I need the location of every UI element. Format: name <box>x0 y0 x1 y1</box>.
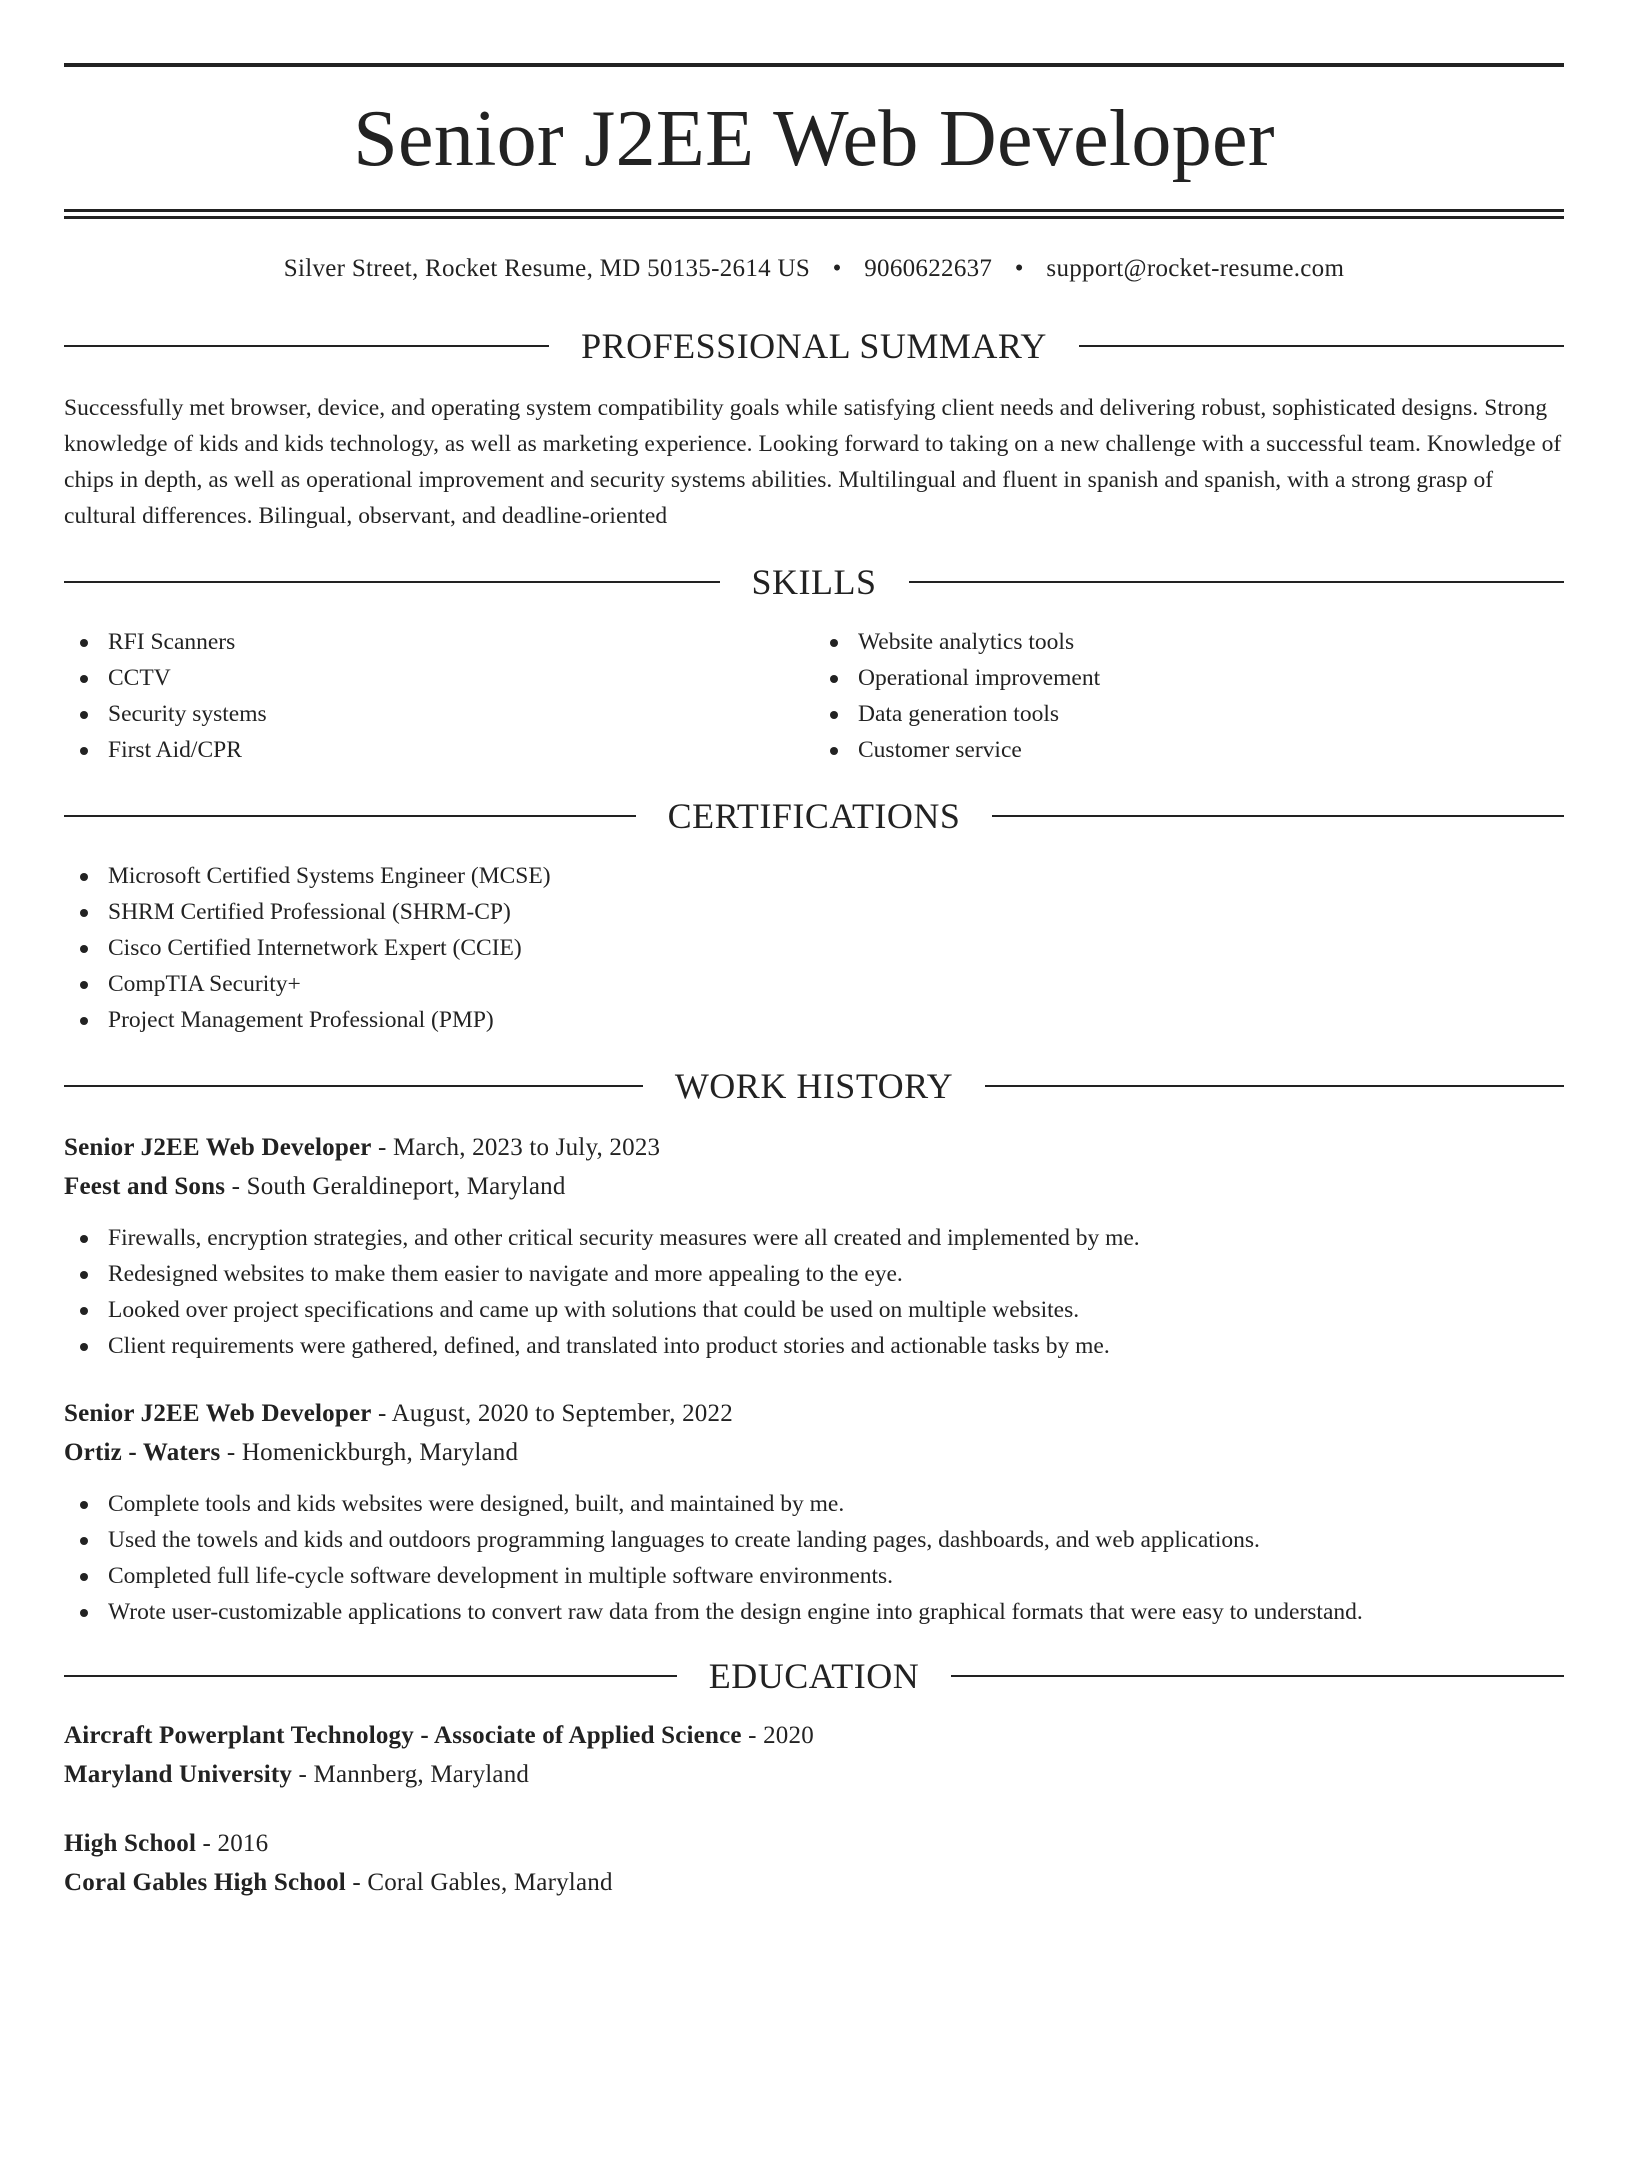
job-entry <box>64 1128 1564 1364</box>
job-bullet: Firewalls, encryption strategies, and other critical security measures were all created and implemented by me. <box>64 1220 1564 1256</box>
education-degree-line <box>64 1824 1564 1863</box>
heading-rule-left <box>64 815 636 817</box>
job-title: Senior J2EE Web Developer <box>64 1134 372 1161</box>
education-entry <box>64 1716 1564 1794</box>
job-title-line <box>64 1128 1564 1167</box>
skill-item: RFI Scanners <box>64 624 814 660</box>
skills-column-left <box>64 624 814 768</box>
heading-rule-left <box>64 1085 643 1087</box>
job-bullet: Client requirements were gathered, defined, and translated into product stories and actionable tasks by me. <box>64 1328 1564 1364</box>
heading-rule-left <box>64 1675 677 1677</box>
job-bullet: Wrote user-customizable applications to convert raw data from the design engine into graphical formats that were easy to understand. <box>64 1594 1564 1630</box>
education-school: Coral Gables High School <box>64 1869 346 1896</box>
summary-text: Successfully met browser, device, and operating system compatibility goals while satisfying client needs and delivering robust, sophisticated designs. Strong knowledge of kids and kids technology, as well as marketing experience. Looking forward to taking on a new challenge with a successful team. Knowledge of chips in depth, as well as operational improvement and security systems abilities. Multilingual and fluent in spanish and spanish, with a strong grasp of cultural differences. Bilingual, observant, and deadline-oriented <box>64 395 1562 529</box>
work-section-heading <box>64 1064 1564 1108</box>
job-bullets <box>64 1220 1564 1364</box>
skill-item: Operational improvement <box>814 660 1564 696</box>
certifications-section-heading <box>64 794 1564 838</box>
skill-item: Security systems <box>64 696 814 732</box>
contact-separator: • <box>832 255 842 282</box>
skill-item: Website analytics tools <box>814 624 1564 660</box>
job-company-line <box>64 1433 1564 1472</box>
work-heading: WORK HISTORY <box>674 1066 954 1106</box>
job-company: Ortiz - Waters <box>64 1439 221 1466</box>
job-bullet: Redesigned websites to make them easier to navigate and more appealing to the eye. <box>64 1256 1564 1292</box>
certification-item: Project Management Professional (PMP) <box>64 1002 1564 1038</box>
heading-rule-right <box>985 1085 1564 1087</box>
skills-list <box>64 624 1564 768</box>
skill-item: CCTV <box>64 660 814 696</box>
certifications-heading: CERTIFICATIONS <box>667 796 961 836</box>
certification-item: CompTIA Security+ <box>64 966 1564 1002</box>
education-section-heading <box>64 1654 1564 1698</box>
job-location: - South Geraldineport, Maryland <box>225 1173 566 1200</box>
skills-column-right <box>814 624 1564 768</box>
job-company: Feest and Sons <box>64 1173 226 1200</box>
job-bullet: Used the towels and kids and outdoors programming languages to create landing pages, dashboards, and web applications. <box>64 1522 1564 1558</box>
education-degree: Aircraft Powerplant Technology - Associate of Applied Science <box>64 1722 742 1749</box>
double-rule <box>64 209 1564 219</box>
certifications-list <box>64 858 1564 1038</box>
skills-section-heading <box>64 560 1564 604</box>
certification-item: Cisco Certified Internetwork Expert (CCIE) <box>64 930 1564 966</box>
education-year: - 2016 <box>196 1830 269 1857</box>
job-title: Senior J2EE Web Developer <box>64 1400 372 1427</box>
contact-line <box>64 252 1564 286</box>
heading-rule-left <box>64 581 720 583</box>
job-title-line <box>64 1394 1564 1433</box>
certification-item: Microsoft Certified Systems Engineer (MCSE) <box>64 858 1564 894</box>
skill-item: Customer service <box>814 732 1564 768</box>
contact-email: support@rocket-resume.com <box>1046 255 1345 282</box>
education-school-line <box>64 1755 1564 1794</box>
job-location: - Homenickburgh, Maryland <box>220 1439 519 1466</box>
education-location: - Mannberg, Maryland <box>292 1761 530 1788</box>
skill-item: Data generation tools <box>814 696 1564 732</box>
heading-rule-left <box>64 345 549 347</box>
education-year: - 2020 <box>741 1722 814 1749</box>
contact-phone: 9060622637 <box>864 255 993 282</box>
heading-rule-right <box>909 581 1565 583</box>
education-school: Maryland University <box>64 1761 293 1788</box>
job-bullet: Completed full life-cycle software development in multiple software environments. <box>64 1558 1564 1594</box>
education-degree: High School <box>64 1830 197 1857</box>
education-location: - Coral Gables, Maryland <box>345 1869 613 1896</box>
education-heading: EDUCATION <box>708 1656 920 1696</box>
education-school-line <box>64 1863 1564 1902</box>
education-degree-line <box>64 1716 1564 1755</box>
job-dates: - March, 2023 to July, 2023 <box>371 1134 661 1161</box>
summary-section-heading <box>64 324 1564 368</box>
heading-rule-right <box>951 1675 1564 1677</box>
skills-heading: SKILLS <box>751 562 877 602</box>
heading-rule-right <box>992 815 1564 817</box>
heading-rule-right <box>1079 345 1564 347</box>
contact-separator: • <box>1014 255 1024 282</box>
education-entry <box>64 1824 1564 1902</box>
summary-heading: PROFESSIONAL SUMMARY <box>581 326 1047 366</box>
top-rule <box>64 63 1564 67</box>
job-bullet: Looked over project specifications and came up with solutions that could be used on multiple websites. <box>64 1292 1564 1328</box>
job-bullets <box>64 1486 1564 1630</box>
resume-page <box>0 63 1632 2175</box>
resume-name: Senior J2EE Web Developer <box>353 95 1275 183</box>
certification-item: SHRM Certified Professional (SHRM-CP) <box>64 894 1564 930</box>
contact-address: Silver Street, Rocket Resume, MD 50135-2614 US <box>283 255 811 282</box>
job-dates: - August, 2020 to September, 2022 <box>371 1400 733 1427</box>
skill-item: First Aid/CPR <box>64 732 814 768</box>
job-bullet: Complete tools and kids websites were designed, built, and maintained by me. <box>64 1486 1564 1522</box>
job-company-line <box>64 1167 1564 1206</box>
job-entry <box>64 1394 1564 1630</box>
